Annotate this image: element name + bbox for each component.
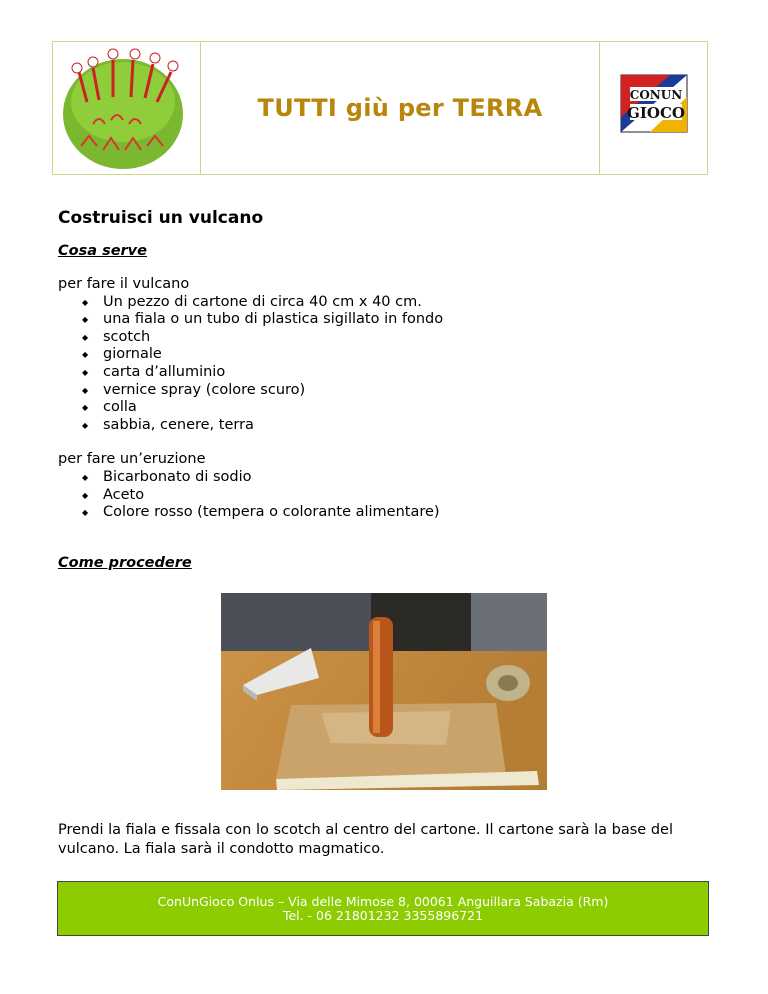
conungioco-logo — [600, 42, 707, 174]
procedure-paragraph: Prendi la fiala e fissala con lo scotch al centro del cartone. Il cartone sarà la base del vulcano. La fiala sarà il condotto magmatico. — [58, 821, 673, 857]
intro-eruption: per fare un’eruzione — [58, 451, 206, 468]
logo-illustration — [53, 42, 199, 174]
page-footer — [57, 881, 709, 936]
page-title: TUTTI giù per TERRA — [257, 94, 543, 122]
page-header — [52, 41, 708, 175]
list-item: ◆ colla — [58, 399, 698, 417]
list-item: ◆ Bicarbonato di sodio — [58, 469, 698, 487]
header-title-cell — [201, 42, 600, 174]
document-heading: Costruisci un vulcano — [58, 208, 264, 228]
list-item: ◆ carta d’alluminio — [58, 364, 698, 382]
section-heading-procedure: Come procedere — [58, 554, 192, 571]
intro-volcano: per fare il vulcano — [58, 276, 190, 292]
materials-list — [58, 294, 698, 435]
eruption-list — [58, 469, 698, 522]
volcano-base-photo — [221, 593, 547, 790]
svg-text:GIOCO: GIOCO — [627, 104, 685, 122]
list-item: ◆ sabbia, cenere, terra — [58, 417, 698, 435]
list-item: ◆ vernice spray (colore scuro) — [58, 382, 698, 400]
footer-address: ConUnGioco Onlus – Via delle Mimose 8, 00061 Anguillara Sabazia (Rm) — [157, 893, 609, 909]
conungioco-logo-graphic — [600, 42, 706, 174]
list-item: ◆ scotch — [58, 329, 698, 347]
document-body — [58, 208, 698, 588]
footer-phone: Tel. - 06 21801232 3355896721 — [282, 907, 484, 923]
list-item: ◆ Aceto — [58, 487, 698, 505]
list-item: ◆ giornale — [58, 346, 698, 364]
svg-text:CONUN: CONUN — [629, 88, 683, 102]
tutti-giu-per-terra-logo — [53, 42, 201, 174]
list-item: ◆ una fiala o un tubo di plastica sigillato in fondo — [58, 311, 698, 329]
list-item: ◆ Un pezzo di cartone di circa 40 cm x 40 cm. — [58, 294, 698, 312]
list-item: ◆ Colore rosso (tempera o colorante alimentare) — [58, 504, 698, 522]
section-heading-materials: Cosa serve — [58, 243, 147, 259]
